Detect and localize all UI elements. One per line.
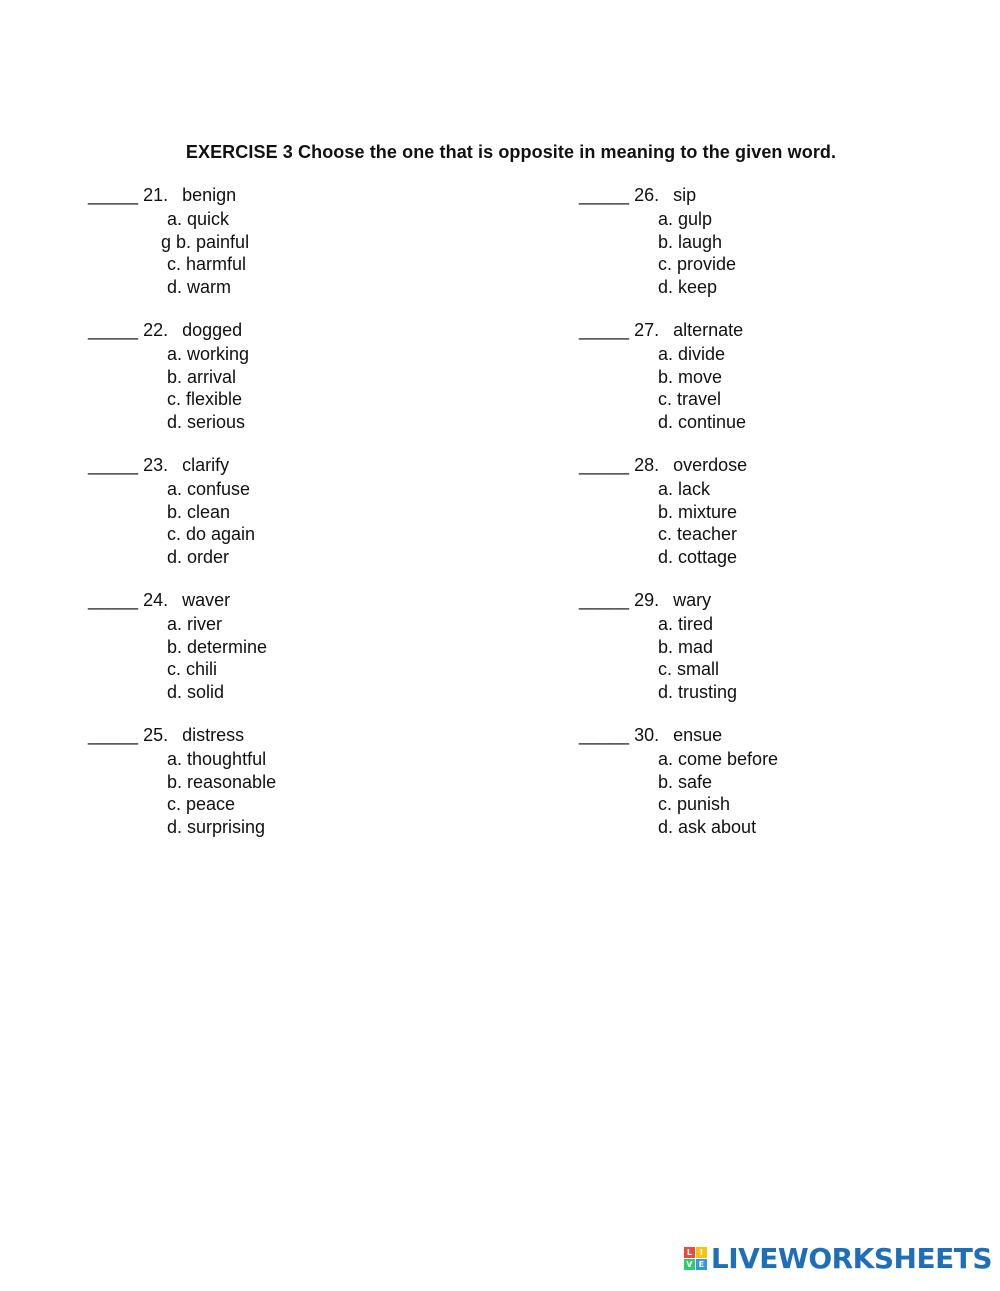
liveworksheets-logo[interactable]	[684, 1242, 992, 1275]
question-23	[88, 454, 508, 589]
question-21	[88, 184, 508, 319]
question-number: 23.	[143, 455, 169, 475]
logo-block: L	[684, 1247, 695, 1258]
option-d: d. keep	[658, 276, 718, 297]
question-number: 27.	[634, 320, 660, 340]
question-number: 29.	[634, 590, 660, 610]
question-number: 24.	[143, 590, 169, 610]
option-b: b. move	[658, 366, 723, 387]
question-word: wary	[673, 590, 712, 610]
question-number: 22.	[143, 320, 169, 340]
option-c: c. small	[658, 659, 720, 679]
question-word: clarify	[182, 455, 230, 475]
logo-blocks-icon	[684, 1247, 707, 1270]
question-number: 30.	[634, 725, 660, 745]
option-d: d. continue	[658, 411, 747, 432]
answer-blank[interactable]: _____	[88, 455, 139, 475]
option-c: c. punish	[658, 794, 731, 814]
option-a: a. divide	[658, 344, 726, 364]
question-word: waver	[182, 590, 231, 610]
option-b: b. arrival	[167, 366, 237, 387]
option-a: a. lack	[658, 479, 711, 499]
answer-blank[interactable]: _____	[579, 455, 630, 475]
option-c: c. peace	[167, 794, 236, 814]
option-c: c. harmful	[167, 254, 247, 274]
option-a: a. confuse	[167, 479, 251, 499]
answer-blank[interactable]: _____	[579, 725, 630, 745]
question-26	[579, 184, 999, 319]
question-29	[579, 589, 999, 724]
option-d: d. order	[167, 546, 230, 567]
question-word: ensue	[673, 725, 723, 745]
option-b: b. clean	[167, 501, 231, 522]
question-24	[88, 589, 508, 724]
option-a: a. gulp	[658, 209, 713, 229]
option-d: d. ask about	[658, 816, 757, 837]
exercise-title: EXERCISE 3 Choose the one that is opposite in meaning to the given word.	[185, 142, 837, 162]
option-c: c. provide	[658, 254, 737, 274]
option-c: c. chili	[167, 659, 218, 679]
question-word: benign	[182, 185, 237, 205]
question-word: dogged	[182, 320, 243, 340]
question-28	[579, 454, 999, 589]
logo-block: V	[684, 1259, 695, 1270]
question-number: 28.	[634, 455, 660, 475]
option-a: a. working	[167, 344, 250, 364]
option-a: a. thoughtful	[167, 749, 267, 769]
option-b: b. laugh	[658, 231, 723, 252]
option-a: a. tired	[658, 614, 714, 634]
right-question-column	[579, 184, 999, 859]
option-c: c. do again	[167, 524, 256, 544]
answer-blank[interactable]: _____	[88, 590, 139, 610]
answer-blank[interactable]: _____	[579, 185, 630, 205]
question-30	[579, 724, 999, 859]
question-number: 21.	[143, 185, 169, 205]
logo-block: E	[696, 1259, 707, 1270]
answer-blank[interactable]: _____	[88, 320, 139, 340]
option-d: d. warm	[167, 276, 232, 297]
question-word: sip	[673, 185, 697, 205]
option-d: d. surprising	[167, 816, 266, 837]
question-number: 25.	[143, 725, 169, 745]
option-b: g b. painful	[161, 231, 250, 252]
option-d: d. solid	[167, 681, 225, 702]
option-b: b. mixture	[658, 501, 738, 522]
question-word: distress	[182, 725, 245, 745]
option-d: d. cottage	[658, 546, 738, 567]
answer-blank[interactable]: _____	[88, 725, 139, 745]
option-b: b. reasonable	[167, 771, 277, 792]
option-d: d. trusting	[658, 681, 738, 702]
answer-blank[interactable]: _____	[88, 185, 139, 205]
option-c: c. flexible	[167, 389, 243, 409]
left-question-column	[88, 184, 508, 859]
option-a: a. quick	[167, 209, 230, 229]
option-b: b. mad	[658, 636, 714, 657]
option-b: b. determine	[167, 636, 268, 657]
option-d: d. serious	[167, 411, 246, 432]
logo-text: LIVEWORKSHEETS	[710, 1242, 992, 1275]
question-word: alternate	[673, 320, 744, 340]
option-c: c. travel	[658, 389, 722, 409]
logo-block: I	[696, 1247, 707, 1258]
question-25	[88, 724, 508, 859]
answer-blank[interactable]: _____	[579, 320, 630, 340]
answer-blank[interactable]: _____	[579, 590, 630, 610]
question-27	[579, 319, 999, 454]
question-word: overdose	[673, 455, 748, 475]
option-b: b. safe	[658, 771, 713, 792]
question-number: 26.	[634, 185, 660, 205]
option-a: a. come before	[658, 749, 779, 769]
option-c: c. teacher	[658, 524, 738, 544]
question-22	[88, 319, 508, 454]
option-a: a. river	[167, 614, 223, 634]
